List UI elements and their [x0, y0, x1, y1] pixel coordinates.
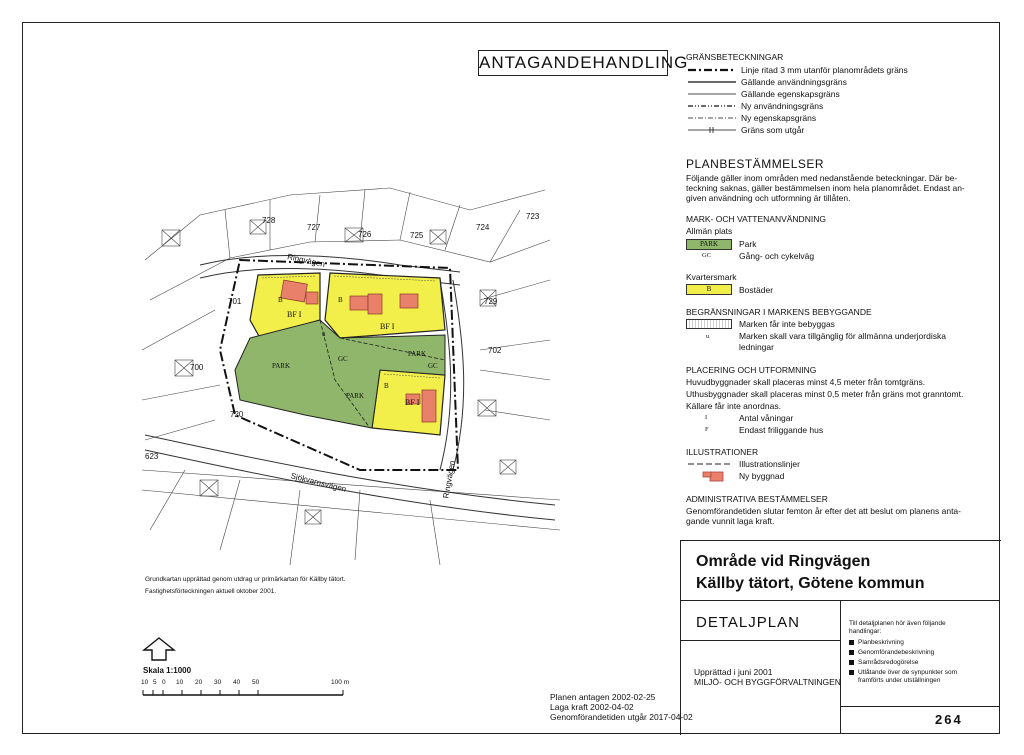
scale-label: Skala 1:1000 [143, 666, 192, 675]
scale-tick-100: 100 m [331, 679, 350, 686]
plot-label-702: 702 [488, 346, 502, 355]
scale-tick-20: 20 [195, 679, 203, 686]
placering-line-2: Uthusbyggnader skall placeras minst 0,5 meter från gräns mot granntomt. [686, 389, 964, 399]
ny-byggnad-label: Ny byggnad [739, 471, 785, 481]
b-legend-label: Bostäder [739, 285, 774, 295]
mark-vatten-heading: MARK- OCH VATTENANVÄNDNING [686, 214, 826, 224]
bullet-square-icon [849, 670, 854, 675]
u-legend-code: u [706, 333, 710, 340]
date-antagen: Planen antagen 2002-02-25 [550, 692, 656, 702]
handling-item-1: Planbeskrivning [849, 639, 904, 648]
scale-tick-10a: 10 [141, 679, 149, 686]
map-label-b-south: B [384, 382, 389, 390]
handling-item-2: Genomförandebeskrivning [849, 649, 934, 658]
legend-line-5: Ny egenskapsgräns [741, 113, 817, 123]
map-label-ringvagen: Ringvägen [286, 252, 326, 269]
plot-label-729: 729 [484, 297, 498, 306]
handlingar-intro-1: Till detaljplanen hör även följande [849, 620, 946, 627]
scale-bar [141, 688, 347, 698]
planbestammelser-intro-2: teckning saknas, gäller bestämmelsen inom hela planområdet. Endast an- [686, 183, 965, 193]
placering-line-1: Huvudbyggnader skall placeras minst 4,5 meter från tomtgräns. [686, 377, 926, 387]
park-legend-label: Park [739, 239, 757, 249]
placering-heading: PLACERING OCH UTFORMNING [686, 365, 817, 375]
kvartersmark-heading: Kvartersmark [686, 272, 737, 282]
begransningar-item-2a: Marken skall vara tillgänglig för allmänna underjordiska [739, 331, 946, 341]
scale-tick-40: 40 [233, 679, 241, 686]
bullet-square-icon [849, 640, 854, 645]
plot-label-727: 727 [307, 223, 321, 232]
map-label-park-west: PARK [272, 362, 291, 370]
scale-tick-10: 10 [176, 679, 184, 686]
map-label-gc-east: GC [428, 362, 438, 370]
f-legend-code: F [705, 426, 709, 433]
legend-line-4: Ny användningsgräns [741, 101, 824, 111]
title-block-vertical-divider [840, 600, 841, 734]
legend-line-2: Gällande användningsgräns [741, 77, 847, 87]
map-label-gc: GC [338, 355, 348, 363]
date-laga-kraft: Laga kraft 2002-04-02 [550, 702, 634, 712]
i-legend-label: Antal våningar [739, 413, 794, 423]
upprattad-line-2: MILJÖ- OCH BYGGFÖRVALTNINGEN [694, 677, 841, 687]
bullet-square-icon [849, 650, 854, 655]
scale-tick-0: 0 [162, 679, 166, 686]
detaljplan-label: DETALJPLAN [696, 614, 800, 631]
map-label-park-south: PARK [346, 392, 365, 400]
plot-label-726: 726 [358, 230, 372, 239]
administrativa-line-2: gande vunnit laga kraft. [686, 516, 775, 526]
gc-legend-label: Gång- och cykelväg [739, 251, 815, 261]
planbestammelser-intro-1: Följande gäller inom områden med nedanstående beteckningar. Där be- [686, 173, 958, 183]
handling-item-4-cont: framförts under utställningen [858, 677, 941, 684]
map-label-bf1-west: BF I [287, 310, 302, 319]
title-block-divider-3 [840, 706, 1000, 707]
legend-line-3: Gällande egenskapsgräns [741, 89, 840, 99]
administrativa-heading: ADMINISTRATIVA BESTÄMMELSER [686, 494, 828, 504]
plot-label-623: 623 [145, 452, 159, 461]
title-block-divider-2 [680, 640, 840, 641]
scale-tick-30: 30 [214, 679, 222, 686]
plan-title-line-2: Källby tätort, Götene kommun [696, 575, 925, 592]
begransningar-item-1: Marken får inte bebyggas [739, 319, 835, 329]
placering-line-3: Källare får inte anordnas. [686, 401, 781, 411]
map-label-bf1-south: BF I [405, 398, 420, 407]
plot-label-700: 700 [190, 363, 204, 372]
map-label-sjokvarnsvagen: Sjökvarnsvägen [289, 471, 348, 494]
allman-plats-label: Allmän plats [686, 226, 733, 236]
scale-tick-5: 5 [153, 679, 157, 686]
administrativa-line-1: Genomförandetiden slutar femton år efter det att beslut om planens anta- [686, 506, 961, 516]
grundkarta-line-1: Grundkartan upprättad genom utdrag ur primärkartan för Källby tätort. [145, 576, 346, 583]
bullet-square-icon [849, 660, 854, 665]
marken-far-inte-bebyggas-swatch [686, 319, 732, 329]
map-label-park-east: PARK [408, 350, 427, 358]
legend-line-1: Linje ritad 3 mm utanför planområdets gräns [741, 65, 908, 75]
b-legend-swatch: B [686, 284, 732, 295]
gransbeteckningar-line-symbols [686, 64, 738, 134]
planbestammelser-heading: PLANBESTÄMMELSER [686, 157, 825, 171]
map-label-ringvagen-east: Ringvägen [441, 459, 457, 500]
upprattad-line-1: Upprättad i juni 2001 [694, 667, 773, 677]
gransbeteckningar-heading: GRÄNSBETECKNINGAR [686, 52, 784, 62]
date-genomforandetid: Genomförandetiden utgår 2017-04-02 [550, 712, 693, 722]
map-label-b-east: B [338, 296, 343, 304]
plot-label-724: 724 [476, 223, 490, 232]
illustrationslinjer-label: Illustrationslinjer [739, 459, 800, 469]
map-label-u: u [322, 330, 326, 338]
begransningar-item-2b: ledningar [739, 342, 774, 352]
grundkarta-line-2: Fastighetsförteckningen aktuell oktober 2001. [145, 588, 277, 595]
north-arrow-icon [141, 636, 177, 662]
plot-label-720: 720 [230, 410, 244, 419]
i-legend-code: I [705, 414, 708, 421]
plot-label-723: 723 [526, 212, 540, 221]
gc-legend-code: GC [702, 252, 712, 259]
sheet-number: 264 [935, 712, 963, 727]
handlingar-intro-2: handlingar: [849, 628, 882, 635]
map-label-bf1-east: BF I [380, 322, 395, 331]
plot-label-701: 701 [228, 297, 242, 306]
handling-item-4: Utlåtande över de synpunkter som [849, 669, 957, 678]
park-legend-swatch: PARK [686, 239, 732, 250]
illustration-symbols [686, 459, 736, 483]
plot-label-725: 725 [410, 231, 424, 240]
antagandehandling-stamp: ANTAGANDEHANDLING [478, 50, 668, 76]
planbestammelser-intro-3: given användning och utformning är tillåten. [686, 193, 851, 203]
plan-title-line-1: Område vid Ringvägen [696, 553, 871, 570]
scale-tick-50: 50 [252, 679, 260, 686]
map-label-b-west: B [278, 296, 283, 304]
legend-line-6: Gräns som utgår [741, 125, 805, 135]
illustrationer-heading: ILLUSTRATIONER [686, 447, 759, 457]
f-legend-label: Endast friliggande hus [739, 425, 824, 435]
begransningar-heading: BEGRÄNSNINGAR I MARKENS BEBYGGANDE [686, 307, 872, 317]
plot-label-728: 728 [262, 216, 276, 225]
handling-item-3: Samrådsredogörelse [849, 659, 918, 668]
